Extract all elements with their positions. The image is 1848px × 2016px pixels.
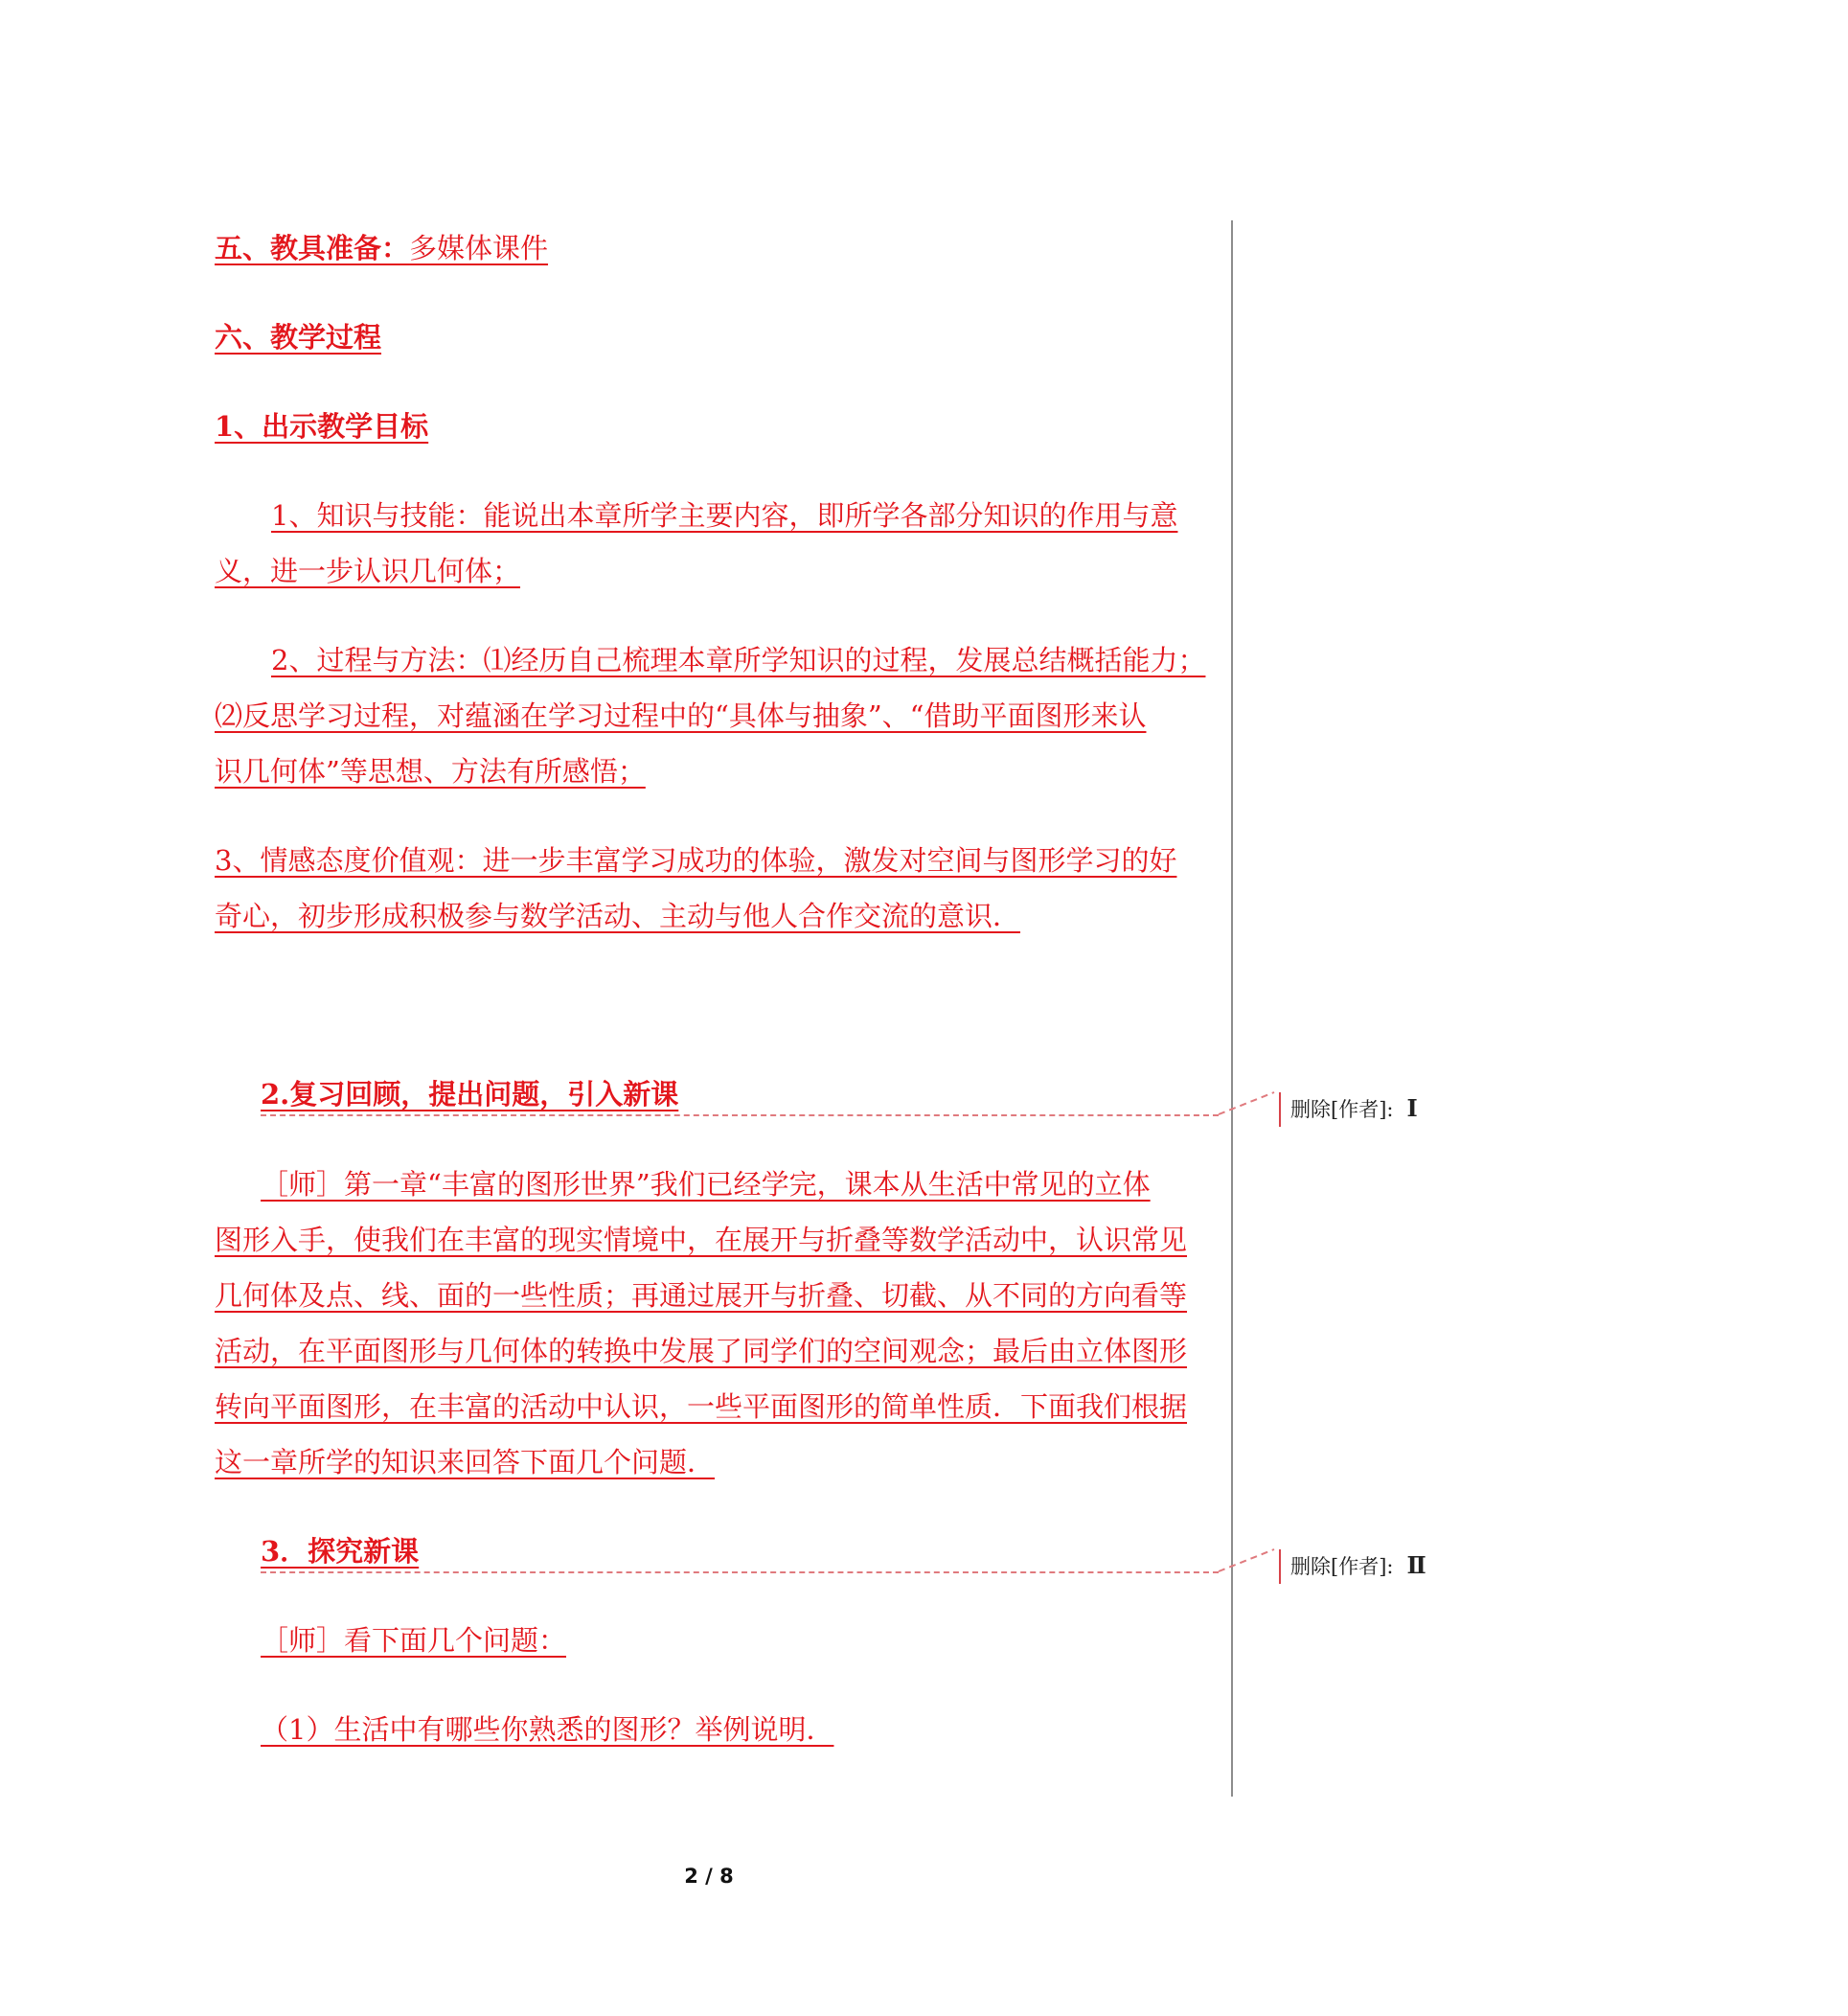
goal3-line2: 奇心，初步形成积极参与数学活动、主动与他人合作交流的意识． xyxy=(215,900,1021,932)
teacher-para-line5: 转向平面图形，在丰富的活动中认识，一些平面图形的简单性质．下面我们根据 xyxy=(215,1390,1188,1423)
goal2-line1: 2、过程与方法：⑴经历自己梳理本章所学知识的过程，发展总结概括能力； xyxy=(271,644,1206,676)
goal3-line1: 3、情感态度价值观：进一步丰富学习成功的体验，激发对空间与图形学习的好 xyxy=(215,844,1177,877)
teacher-para-line3: 几何体及点、线、面的一些性质；再通过展开与折叠、切截、从不同的方向看等 xyxy=(215,1279,1188,1312)
comment-balloon-2[interactable] xyxy=(1290,1551,1426,1581)
process-heading: 六、教学过程 xyxy=(215,321,382,354)
comment-balloon-bar-1 xyxy=(1279,1092,1281,1127)
teaching-tools-heading: 五、教具准备： xyxy=(215,232,410,264)
teaching-tools-value: 多媒体课件 xyxy=(409,232,549,264)
comment-balloon-bar-2 xyxy=(1279,1549,1281,1584)
goal2-line3: 识几何体”等思想、方法有所感悟； xyxy=(215,755,646,788)
comment-mark: Ⅰ xyxy=(1406,1094,1418,1122)
goal1-line2: 义，进一步认识几何体； xyxy=(215,555,521,587)
comment-label: 删除[作者]: xyxy=(1290,1098,1394,1121)
goal2-line2: ⑵反思学习过程，对蕴涵在学习过程中的“具体与抽象”、“借助平面图形来认 xyxy=(215,699,1147,732)
teacher-para-line1: ［师］第一章“丰富的图形世界”我们已经学完，课本从生活中常见的立体 xyxy=(261,1168,1151,1201)
step1-heading: 1、出示教学目标 xyxy=(215,410,429,443)
goal1-line1: 1、知识与技能：能说出本章所学主要内容，即所学各部分知识的作用与意 xyxy=(271,499,1178,532)
comment-balloon-1[interactable] xyxy=(1290,1094,1418,1124)
step2-heading: 2.复习回顾，提出问题，引入新课 xyxy=(261,1078,679,1111)
question1: （1）生活中有哪些你熟悉的图形？举例说明． xyxy=(261,1713,834,1746)
comment-label: 删除[作者]: xyxy=(1290,1555,1394,1578)
comment-mark: Ⅱ xyxy=(1406,1551,1426,1579)
teacher-para-line6: 这一章所学的知识来回答下面几个问题． xyxy=(215,1446,716,1478)
step3-heading: 3．探究新课 xyxy=(261,1535,420,1568)
teacher-question: ［师］看下面几个问题： xyxy=(261,1624,567,1657)
page-number: 2 / 8 xyxy=(684,1865,734,1888)
teacher-para-line2: 图形入手，使我们在丰富的现实情境中，在展开与折叠等数学活动中，认识常见 xyxy=(215,1224,1188,1256)
teacher-para-line4: 活动，在平面图形与几何体的转换中发展了同学们的空间观念；最后由立体图形 xyxy=(215,1335,1188,1367)
